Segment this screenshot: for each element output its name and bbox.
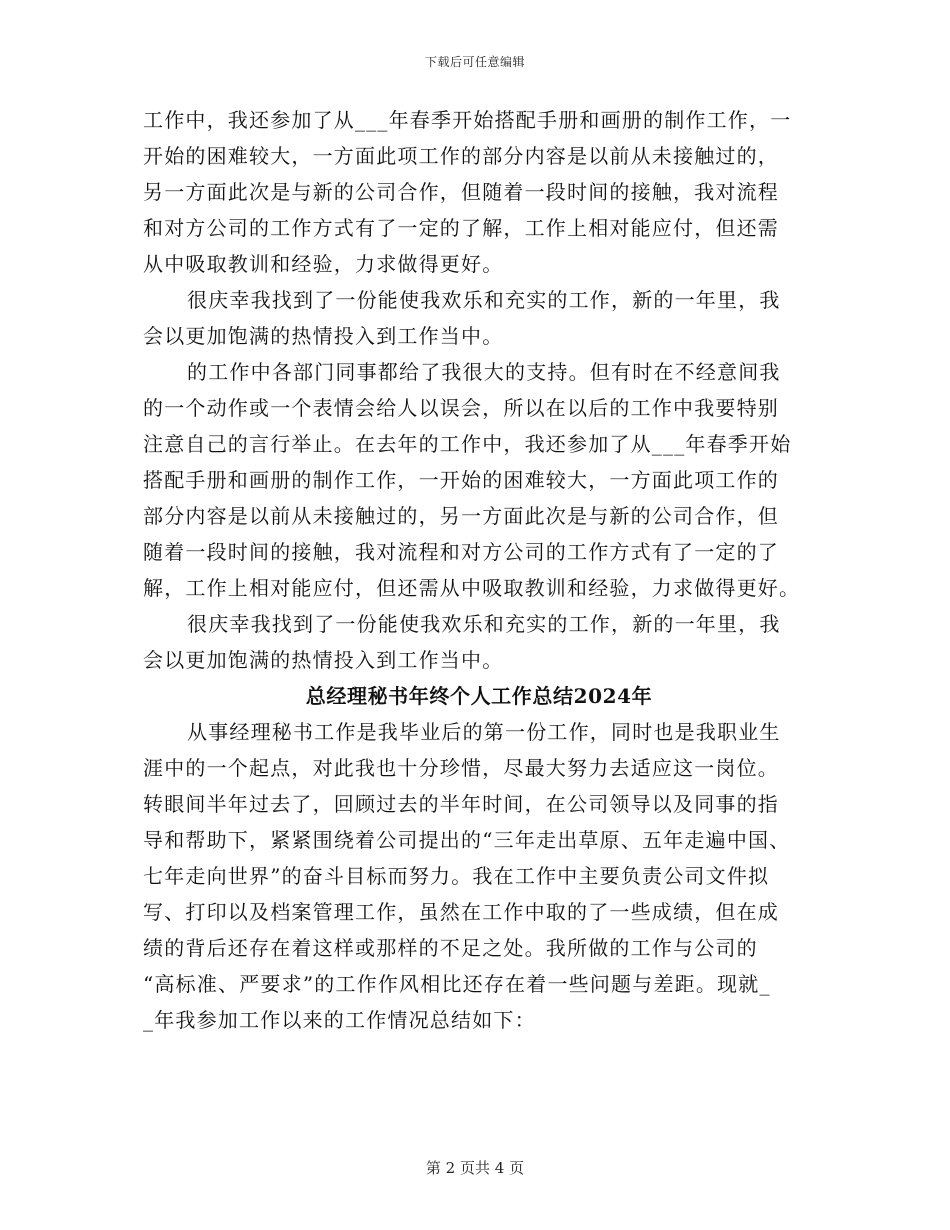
text-line: 会以更加饱满的热情投入到工作当中。 [143,648,504,672]
paragraph-first-line: 的工作中各部门同事都给了我很大的支持。但有时在不经意间我 [187,360,781,384]
text-line: “高标准、严要求”的工作作风相比还存在着一些问题与差距。现就_ [143,972,771,996]
page-header: 下载后可任意编辑 [424,55,525,69]
text-line: 导和帮助下，紧紧围绕着公司提出的“三年走出草原、五年走遍中国、 [143,828,791,852]
document-body [143,102,815,1038]
text-line: 注意自己的言行举止。在去年的工作中，我还参加了从___年春季开始 [143,432,792,456]
paragraph-first-line: 从事经理秘书工作是我毕业后的第一份工作，同时也是我职业生 [187,720,781,744]
text-line: 另一方面此次是与新的公司合作，但随着一段时间的接触，我对流程 [143,180,779,204]
section-title: 总经理秘书年终个人工作总结2024年 [305,684,653,708]
text-line: _年我参加工作以来的工作情况总结如下： [143,1008,536,1032]
text-line: 开始的困难较大，一方面此项工作的部分内容是以前从未接触过的， [143,144,779,168]
page-number: 第 2 页共 4 页 [425,1159,525,1177]
paragraph-first-line: 很庆幸我找到了一份能使我欢乐和充实的工作，新的一年里，我 [187,288,781,312]
text-line: 工作中，我还参加了从___年春季开始搭配手册和画册的制作工作，一 [143,108,792,132]
text-line: 七年走向世界”的奋斗目标而努力。我在工作中主要负责公司文件拟 [143,864,770,888]
paragraph-first-line: 很庆幸我找到了一份能使我欢乐和充实的工作，新的一年里，我 [187,612,781,636]
text-line: 会以更加饱满的热情投入到工作当中。 [143,324,504,348]
text-line: 部分内容是以前从未接触过的，另一方面此次是与新的公司合作，但 [143,504,779,528]
text-line: 涯中的一个起点，对此我也十分珍惜，尽最大努力去适应这一岗位。 [143,756,779,780]
text-line: 写、打印以及档案管理工作，虽然在工作中取的了一些成绩，但在成 [143,900,779,924]
text-line: 和对方公司的工作方式有了一定的了解，工作上相对能应付，但还需 [143,216,779,240]
text-line: 绩的背后还存在着这样或那样的不足之处。我所做的工作与公司的 [143,936,758,960]
text-line: 转眼间半年过去了，回顾过去的半年时间，在公司领导以及同事的指 [143,792,779,816]
text-line: 解，工作上相对能应付，但还需从中吸取教训和经验，力求做得更好。 [143,576,801,600]
text-line: 随着一段时间的接触，我对流程和对方公司的工作方式有了一定的了 [143,540,779,564]
text-line: 搭配手册和画册的制作工作，一开始的困难较大，一方面此项工作的 [143,468,779,492]
text-line: 的一个动作或一个表情会给人以误会，所以在以后的工作中我要特别 [143,396,779,420]
text-line: 从中吸取教训和经验，力求做得更好。 [143,252,504,276]
